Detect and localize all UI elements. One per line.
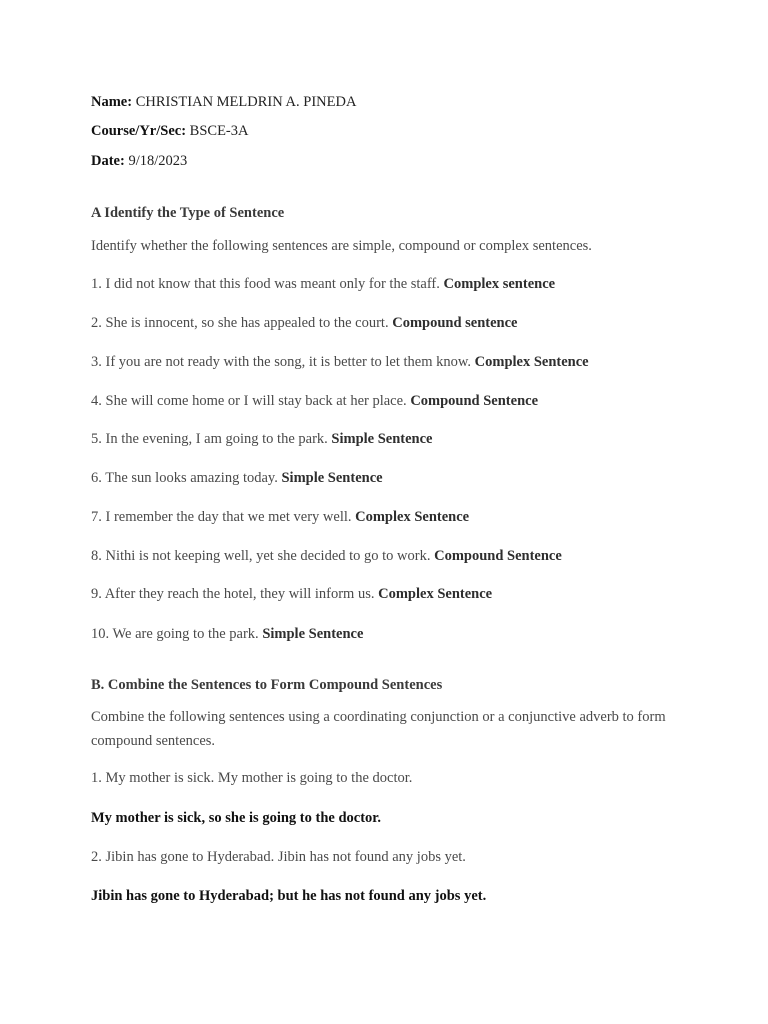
item-text: 1. I did not know that this food was meant only for the staff.	[91, 276, 440, 292]
item-answer: Complex Sentence	[355, 509, 470, 525]
date-label: Date:	[91, 153, 125, 169]
item-text: 8. Nithi is not keeping well, yet she decided to go to work.	[91, 548, 431, 564]
item-text: 9. After they reach the hotel, they will inform us.	[91, 586, 375, 602]
list-item	[91, 392, 538, 410]
course-line	[91, 122, 248, 140]
section-b-title: B. Combine the Sentences to Form Compound Sentences	[91, 677, 443, 693]
item-answer: Compound sentence	[392, 315, 518, 331]
item-answer: Complex Sentence	[474, 354, 589, 370]
item-answer: Complex sentence	[443, 276, 556, 292]
name-label: Name:	[91, 94, 133, 110]
item-text: 10. We are going to the park.	[91, 626, 259, 642]
list-item	[91, 314, 518, 332]
list-item	[91, 585, 492, 603]
list-item	[91, 625, 363, 643]
item-text: 6. The sun looks amazing today.	[91, 470, 278, 486]
item-text: 7. I remember the day that we met very well.	[91, 509, 352, 525]
name-line	[91, 93, 356, 111]
list-item	[91, 353, 589, 371]
section-a-title: A Identify the Type of Sentence	[91, 205, 285, 221]
item-answer: Complex Sentence	[378, 586, 493, 602]
list-item	[91, 275, 555, 293]
question-item: 1. My mother is sick. My mother is going to the doctor.	[91, 770, 413, 786]
question-item: 2. Jibin has gone to Hyderabad. Jibin has not found any jobs yet.	[91, 849, 466, 865]
item-text: 2. She is innocent, so she has appealed to the court.	[91, 315, 389, 331]
section-b-instructions: Combine the following sentences using a coordinating conjunction or a conjunctive adverb to form compound sentences.	[91, 709, 666, 749]
item-answer: Simple Sentence	[331, 431, 433, 447]
list-item	[91, 508, 469, 526]
name-value: CHRISTIAN MELDRIN A. PINEDA	[135, 94, 357, 110]
answer-item: Jibin has gone to Hyderabad; but he has not found any jobs yet.	[91, 888, 487, 904]
item-text: 3. If you are not ready with the song, it is better to let them know.	[91, 354, 472, 370]
list-item	[91, 547, 562, 565]
date-value: 9/18/2023	[128, 153, 188, 169]
list-item	[91, 469, 383, 487]
course-value: BSCE-3A	[189, 123, 249, 139]
item-answer: Compound Sentence	[434, 548, 562, 564]
list-item	[91, 430, 433, 448]
section-a-instructions: Identify whether the following sentences are simple, compound or complex sentences.	[91, 238, 592, 254]
item-answer: Compound Sentence	[410, 393, 539, 409]
course-label: Course/Yr/Sec:	[91, 123, 187, 139]
item-text: 5. In the evening, I am going to the park.	[91, 431, 328, 447]
date-line	[91, 152, 187, 170]
answer-item: My mother is sick, so she is going to the doctor.	[91, 810, 381, 826]
item-answer: Simple Sentence	[281, 470, 383, 486]
item-answer: Simple Sentence	[262, 626, 364, 642]
item-text: 4. She will come home or I will stay back at her place.	[91, 393, 407, 409]
